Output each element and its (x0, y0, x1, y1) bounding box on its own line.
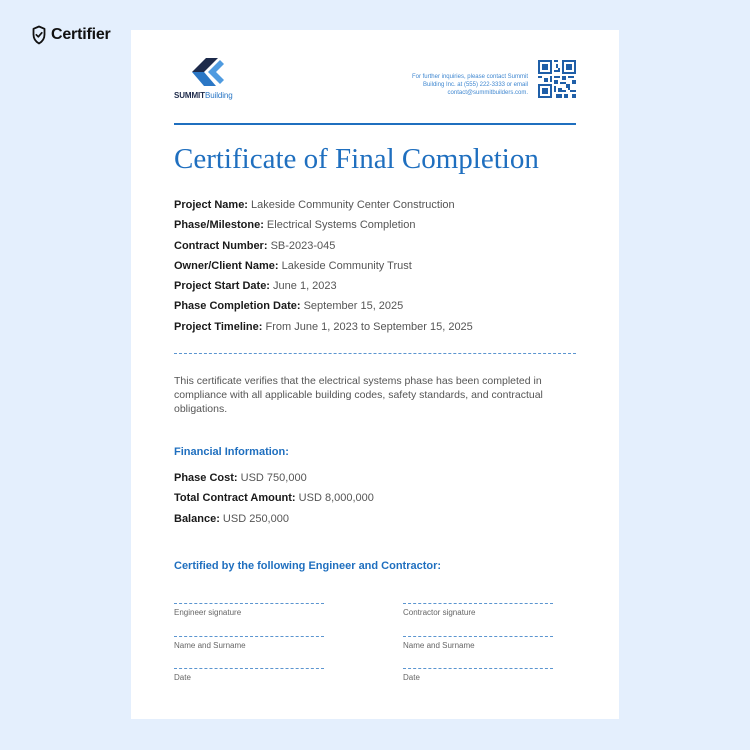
signature-line (403, 603, 553, 604)
verification-statement: This certificate verifies that the electrical systems phase has been completed in compliance with all applicable building codes, safety standards, and contractual obligations. (174, 375, 543, 415)
detail-label: Project Start Date: (174, 280, 270, 293)
financial-details (174, 468, 374, 529)
financial-heading: Financial Information: (174, 446, 289, 458)
field-caption: Contractor signature (403, 608, 476, 617)
signature-line (174, 668, 324, 669)
engineer-date-field (174, 668, 324, 682)
financial-value: USD 750,000 (240, 472, 307, 484)
signature-line (174, 636, 324, 637)
engineer-name-field (174, 636, 324, 650)
header-divider (174, 123, 576, 125)
financial-label: Balance: (174, 512, 220, 525)
detail-value: June 1, 2023 (273, 280, 337, 293)
contractor-date-field (403, 668, 553, 682)
signature-line (174, 603, 324, 604)
certification-heading: Certified by the following Engineer and Contractor: (174, 560, 442, 572)
financial-value: USD 250,000 (222, 512, 289, 525)
qr-code-icon (538, 60, 576, 98)
summit-logo-icon (190, 56, 226, 88)
contact-line: For further inquiries, please contact Summit (411, 74, 528, 80)
field-caption: Date (403, 673, 420, 682)
detail-label: Phase Completion Date: (174, 300, 301, 313)
certificate-title: Certificate of Final Completion (174, 143, 539, 175)
certificate-sheet (131, 30, 619, 719)
detail-label: Project Timeline: (174, 320, 263, 333)
logo-word-building: Building (204, 91, 233, 100)
company-logo (174, 56, 249, 104)
detail-row (174, 317, 473, 337)
detail-label: Owner/Client Name: (174, 259, 279, 272)
engineer-signature-field (174, 603, 324, 617)
detail-label: Phase/Milestone: (174, 219, 264, 232)
logo-word-summit: SUMMIT (174, 91, 205, 100)
detail-value: Electrical Systems Completion (266, 219, 416, 232)
certifier-brand (32, 25, 111, 45)
detail-row (174, 296, 473, 316)
contractor-signature-field (403, 603, 553, 617)
brand-name: Certifier (51, 26, 111, 43)
detail-row (174, 236, 473, 256)
detail-value: SB-2023-045 (270, 239, 336, 252)
detail-row (174, 256, 473, 276)
field-caption: Date (174, 673, 191, 682)
financial-row (174, 468, 374, 488)
detail-row (174, 215, 473, 235)
section-divider (174, 353, 576, 354)
detail-value: Lakeside Community Center Construction (251, 199, 455, 211)
detail-value: Lakeside Community Trust (281, 259, 412, 272)
logo-wordmark (174, 91, 233, 100)
contractor-name-field (403, 636, 553, 650)
signature-line (403, 668, 553, 669)
financial-row (174, 509, 374, 529)
detail-row (174, 276, 473, 296)
field-caption: Name and Surname (403, 641, 475, 650)
detail-label: Project Name: (174, 199, 248, 211)
detail-label: Contract Number: (174, 239, 268, 252)
shield-check-icon (32, 25, 46, 45)
field-caption: Engineer signature (174, 608, 242, 617)
contact-email: contact@summitbuilders.com. (447, 90, 528, 96)
contact-info (388, 73, 528, 97)
financial-row (174, 488, 374, 508)
detail-value: From June 1, 2023 to September 15, 2025 (265, 320, 473, 333)
detail-value: September 15, 2025 (303, 300, 404, 313)
field-caption: Name and Surname (174, 641, 246, 650)
project-details (174, 195, 473, 337)
financial-value: USD 8,000,000 (298, 492, 374, 505)
financial-label: Phase Cost: (174, 472, 238, 484)
detail-row (174, 195, 473, 215)
financial-label: Total Contract Amount: (174, 492, 296, 505)
contact-line: Building Inc. at (555) 222-3333 or email (422, 82, 528, 88)
signature-line (403, 636, 553, 637)
